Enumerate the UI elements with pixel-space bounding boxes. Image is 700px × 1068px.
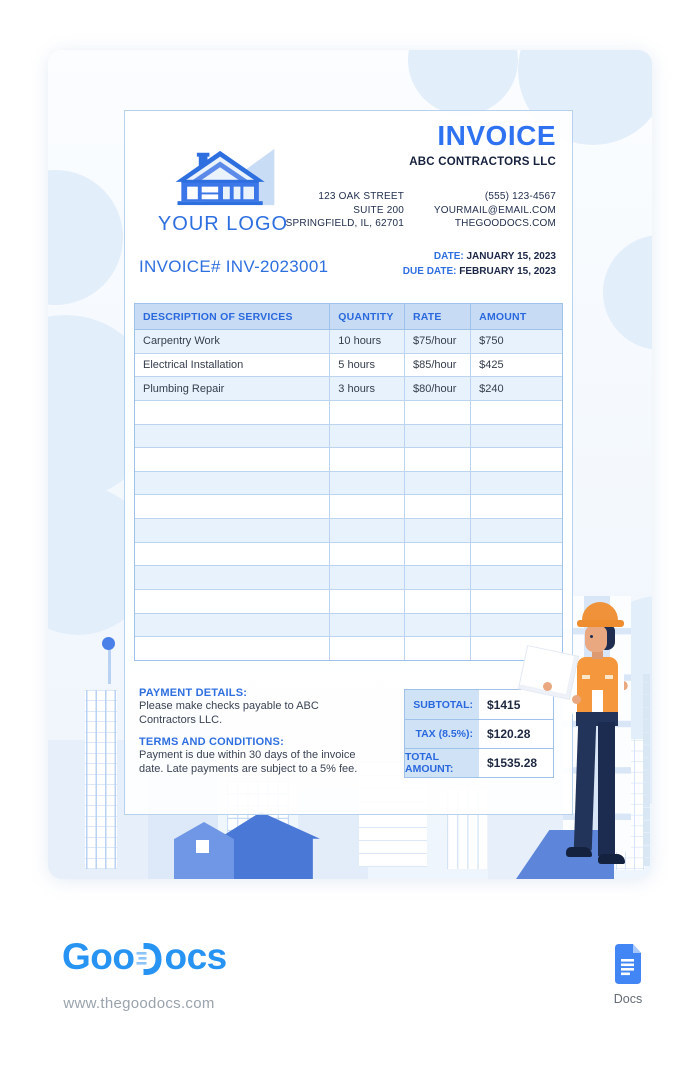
services-table-rows: [135, 330, 562, 660]
logo-block: [153, 145, 293, 236]
table-cell: [404, 566, 470, 589]
table-row-empty: [135, 494, 562, 518]
subtotal-label: SUBTOTAL:: [405, 690, 479, 719]
cloud-shape: [408, 50, 518, 115]
antenna-pole: [108, 648, 111, 684]
worker-eye: [590, 635, 593, 638]
table-cell: $425: [470, 354, 562, 377]
table-cell: [329, 566, 404, 589]
table-cell: [470, 495, 562, 518]
table-cell: Plumbing Repair: [143, 382, 225, 395]
address-line: SUITE 200: [353, 204, 404, 216]
cloud-shape: [603, 235, 652, 350]
table-cell: [404, 543, 470, 566]
table-cell: [329, 590, 404, 613]
table-cell: [135, 495, 329, 518]
table-cell: [329, 425, 404, 448]
table-cell: [404, 495, 470, 518]
table-cell: [404, 401, 470, 424]
invoice-date: DATE: JANUARY 15, 2023: [433, 251, 556, 262]
table-cell: [329, 495, 404, 518]
table-cell: [404, 472, 470, 495]
logo-placeholder-text: YOUR LOGO: [157, 213, 289, 235]
contact-line: (555) 123-4567: [484, 191, 556, 202]
goodocs-logo[interactable]: [62, 936, 227, 978]
table-cell: [404, 590, 470, 613]
worker-leg: [598, 722, 615, 856]
table-cell: [135, 614, 329, 637]
table-cell: [470, 519, 562, 542]
table-cell: [404, 448, 470, 471]
table-cell: [135, 590, 329, 613]
worker-hand: [543, 682, 552, 691]
table-header-row: [135, 304, 562, 330]
goodocs-logo-text-right: ocs: [164, 936, 227, 977]
table-cell: [404, 614, 470, 637]
table-cell: 5 hours: [329, 354, 404, 377]
antenna-ball: [102, 637, 115, 650]
table-cell: Electrical Installation: [143, 358, 244, 371]
worker-leg: [574, 722, 596, 851]
worker-shoe: [598, 854, 625, 864]
table-cell: [329, 472, 404, 495]
tax-value: $120.28: [487, 727, 531, 741]
column-header: QUANTITY: [329, 304, 404, 329]
table-cell: [329, 519, 404, 542]
google-docs-badge[interactable]: [606, 944, 650, 1006]
construction-worker-illustration: [546, 602, 650, 879]
table-row: [135, 353, 562, 377]
vest-reflector: [605, 675, 613, 679]
table-cell: 3 hours: [329, 377, 404, 400]
worker-head: [585, 626, 607, 652]
goodocs-logo-text-left: Goo: [62, 936, 135, 977]
house-logo-icon: [168, 145, 278, 207]
contact-line: THEGOODOCS.COM: [454, 218, 556, 229]
table-cell: [404, 637, 470, 660]
table-cell: [329, 401, 404, 424]
invoice-dates: [403, 249, 556, 279]
address-line: SPRINGFIELD, IL, 62701: [285, 218, 404, 229]
table-row-empty: [135, 565, 562, 589]
table-cell: [470, 448, 562, 471]
table-row-empty: [135, 471, 562, 495]
services-table: [134, 303, 563, 661]
table-cell: [135, 401, 329, 424]
table-row-empty: [135, 518, 562, 542]
invoice-due-date: DUE DATE: FEBRUARY 15, 2023: [402, 266, 556, 277]
total-amount-row: [405, 748, 553, 777]
goodocs-d-icon: [136, 940, 163, 978]
invoice-notes: [139, 687, 393, 785]
total-amount-label: TOTAL AMOUNT:: [405, 749, 479, 777]
table-cell: 10 hours: [329, 330, 404, 353]
table-cell: [135, 448, 329, 471]
table-cell: $750: [470, 330, 562, 353]
goodocs-website-link[interactable]: www.thegoodocs.com: [63, 995, 215, 1012]
worker-hand: [572, 695, 581, 704]
invoice-template-preview-card: [48, 50, 652, 879]
table-row-empty: [135, 424, 562, 448]
tax-row: [405, 719, 553, 748]
column-header: RATE: [404, 304, 470, 329]
table-row: [135, 330, 562, 353]
hard-hat-brim: [577, 620, 624, 627]
terms-body: Payment is due within 30 days of the invoice date. Late payments are subject to a 5% fee.: [139, 749, 358, 775]
payment-details-body: Please make checks payable to ABC Contractors LLC.: [139, 700, 319, 726]
table-row-empty: [135, 613, 562, 637]
company-name: ABC CONTRACTORS LLC: [409, 156, 556, 168]
table-row-empty: [135, 542, 562, 566]
building-tower: [78, 680, 124, 879]
table-row-empty: [135, 636, 562, 660]
table-cell: [329, 448, 404, 471]
invoice-number: INVOICE# INV-2023001: [139, 257, 329, 276]
table-cell: [470, 425, 562, 448]
table-cell: $80/hour: [404, 377, 470, 400]
table-cell: [135, 566, 329, 589]
table-cell: [135, 543, 329, 566]
docs-badge-label: Docs: [613, 992, 643, 1006]
house-window: [196, 840, 209, 853]
company-address: [286, 190, 404, 231]
worker-neck: [592, 651, 603, 659]
table-cell: [404, 425, 470, 448]
column-header: AMOUNT: [470, 304, 562, 329]
table-row-empty: [135, 589, 562, 613]
invoice-sheet: [124, 110, 573, 815]
payment-details-title: PAYMENT DETAILS:: [139, 687, 248, 699]
terms-title: TERMS AND CONDITIONS:: [139, 736, 284, 748]
table-cell: [135, 637, 329, 660]
table-cell: [470, 472, 562, 495]
cloud-shape: [48, 170, 123, 305]
subtotal-value: $1415: [487, 697, 521, 712]
table-cell: [470, 566, 562, 589]
table-cell: [329, 543, 404, 566]
table-cell: $240: [470, 377, 562, 400]
contact-line: YOURMAIL@EMAIL.COM: [433, 204, 556, 216]
table-row: [135, 376, 562, 400]
totals-table: [404, 689, 554, 778]
table-row-empty: [135, 400, 562, 424]
table-cell: $85/hour: [404, 354, 470, 377]
table-cell: Carpentry Work: [143, 335, 220, 348]
table-cell: $75/hour: [404, 330, 470, 353]
invoice-title: INVOICE: [437, 120, 556, 151]
table-cell: [329, 614, 404, 637]
address-line: 123 OAK STREET: [318, 191, 404, 202]
table-cell: [404, 519, 470, 542]
column-header: DESCRIPTION OF SERVICES: [143, 310, 293, 323]
table-cell: [135, 472, 329, 495]
total-amount-value: $1535.28: [487, 756, 538, 770]
vest-reflector: [582, 675, 590, 679]
worker-shoe: [566, 847, 592, 857]
google-docs-icon: [613, 944, 643, 984]
table-cell: [135, 425, 329, 448]
tax-label: TAX (8.5%):: [405, 720, 479, 748]
table-cell: [470, 401, 562, 424]
table-cell: [329, 637, 404, 660]
company-contact: [434, 190, 556, 231]
table-cell: [135, 519, 329, 542]
table-row-empty: [135, 447, 562, 471]
subtotal-row: [405, 690, 553, 719]
table-cell: [470, 543, 562, 566]
